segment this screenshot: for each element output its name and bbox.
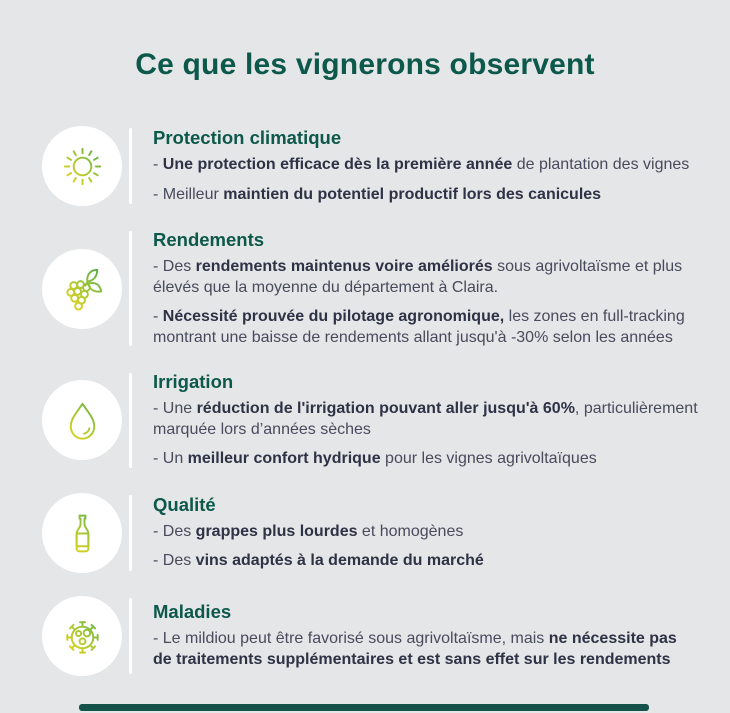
section-heading: Qualité bbox=[153, 493, 216, 515]
section-text bbox=[153, 229, 698, 348]
bullet-text-bold: vins adaptés à la demande du marché bbox=[195, 552, 484, 569]
bullet-text: - Le mildiou peut être favorisé sous agrivoltaïsme, mais bbox=[153, 630, 549, 647]
section-text bbox=[153, 494, 484, 572]
bullet-text: - Un bbox=[153, 450, 188, 467]
bullet-text: - Des bbox=[153, 522, 196, 540]
section-text bbox=[153, 127, 689, 205]
wine-bottle-icon bbox=[42, 493, 122, 573]
bullet-text-bold: grappes plus lourdes bbox=[195, 522, 358, 540]
bullet-text: de plantation des vignes bbox=[512, 156, 690, 173]
section-heading: Maladies bbox=[153, 601, 232, 622]
bullet-text: - Une bbox=[153, 400, 197, 417]
bullet-text-bold: Nécessité prouvée du pilotage agronomique, bbox=[162, 308, 505, 325]
bullet-line bbox=[153, 629, 698, 670]
vertical-divider bbox=[129, 598, 132, 674]
grapes-icon bbox=[42, 249, 122, 329]
bullet-list bbox=[153, 629, 698, 670]
bottom-accent-bar bbox=[79, 704, 649, 711]
bullet-text: - bbox=[153, 308, 163, 325]
bullet-list bbox=[153, 522, 484, 572]
section-rendements bbox=[42, 229, 710, 348]
bullet-text-bold: maintien du potentiel productif lors des canicules bbox=[223, 185, 602, 203]
section-heading: Protection climatique bbox=[153, 127, 342, 148]
bullet-line bbox=[153, 185, 689, 206]
section-text bbox=[153, 601, 698, 670]
bullet-list bbox=[153, 399, 698, 470]
bullet-line bbox=[153, 522, 484, 543]
bullet-text: - Meilleur bbox=[153, 185, 224, 203]
water-drop-icon bbox=[42, 380, 122, 460]
section-irrigation bbox=[42, 371, 710, 470]
bullet-line bbox=[153, 551, 484, 572]
section-protection-climatique bbox=[42, 126, 710, 206]
bullet-text: les zones en full-tracking montrant une baisse de rendements allant jusqu'à -30% selon les années bbox=[153, 308, 685, 346]
bullet-line bbox=[153, 257, 698, 298]
bullet-text: sous agrivoltaïsme et plus élevés que la moyenne du département à Claira. bbox=[153, 258, 683, 296]
section-text bbox=[153, 371, 698, 470]
bullet-text: et homogènes bbox=[357, 522, 464, 540]
bullet-text-bold: ne nécessite pas de traitements supplémentaires et est sans effet sur les rendements bbox=[153, 630, 677, 668]
bullet-text: - Des bbox=[153, 552, 196, 569]
sun-icon bbox=[42, 126, 122, 206]
page-title: Ce que les vignerons observent bbox=[135, 48, 595, 81]
bullet-line bbox=[153, 307, 698, 348]
bullet-text-bold: rendements maintenus voire améliorés bbox=[195, 258, 493, 275]
bullet-line bbox=[153, 399, 698, 440]
section-heading: Irrigation bbox=[153, 371, 234, 392]
section-maladies bbox=[42, 596, 710, 676]
bullet-line bbox=[153, 449, 698, 470]
bullet-text: pour les vignes agrivoltaïques bbox=[380, 450, 597, 467]
section-qualite bbox=[42, 493, 710, 573]
bullet-list bbox=[153, 257, 698, 348]
bullet-text: - bbox=[153, 156, 163, 173]
sections-list bbox=[0, 126, 730, 676]
bullet-text-bold: meilleur confort hydrique bbox=[187, 450, 381, 467]
bullet-text: , particulièrement marquée lors d’années sèches bbox=[153, 400, 698, 438]
vertical-divider bbox=[129, 231, 132, 346]
bullet-text-bold: réduction de l'irrigation pouvant aller jusqu'à 60% bbox=[196, 400, 575, 417]
virus-icon bbox=[42, 596, 122, 676]
bullet-line bbox=[153, 155, 689, 176]
bullet-text-bold: Une protection efficace dès la première année bbox=[162, 156, 513, 173]
vertical-divider bbox=[129, 128, 132, 204]
section-heading: Rendements bbox=[153, 229, 265, 250]
vertical-divider bbox=[129, 495, 132, 571]
bullet-list bbox=[153, 155, 689, 205]
bullet-text: - Des bbox=[153, 258, 196, 275]
vertical-divider bbox=[129, 373, 132, 468]
